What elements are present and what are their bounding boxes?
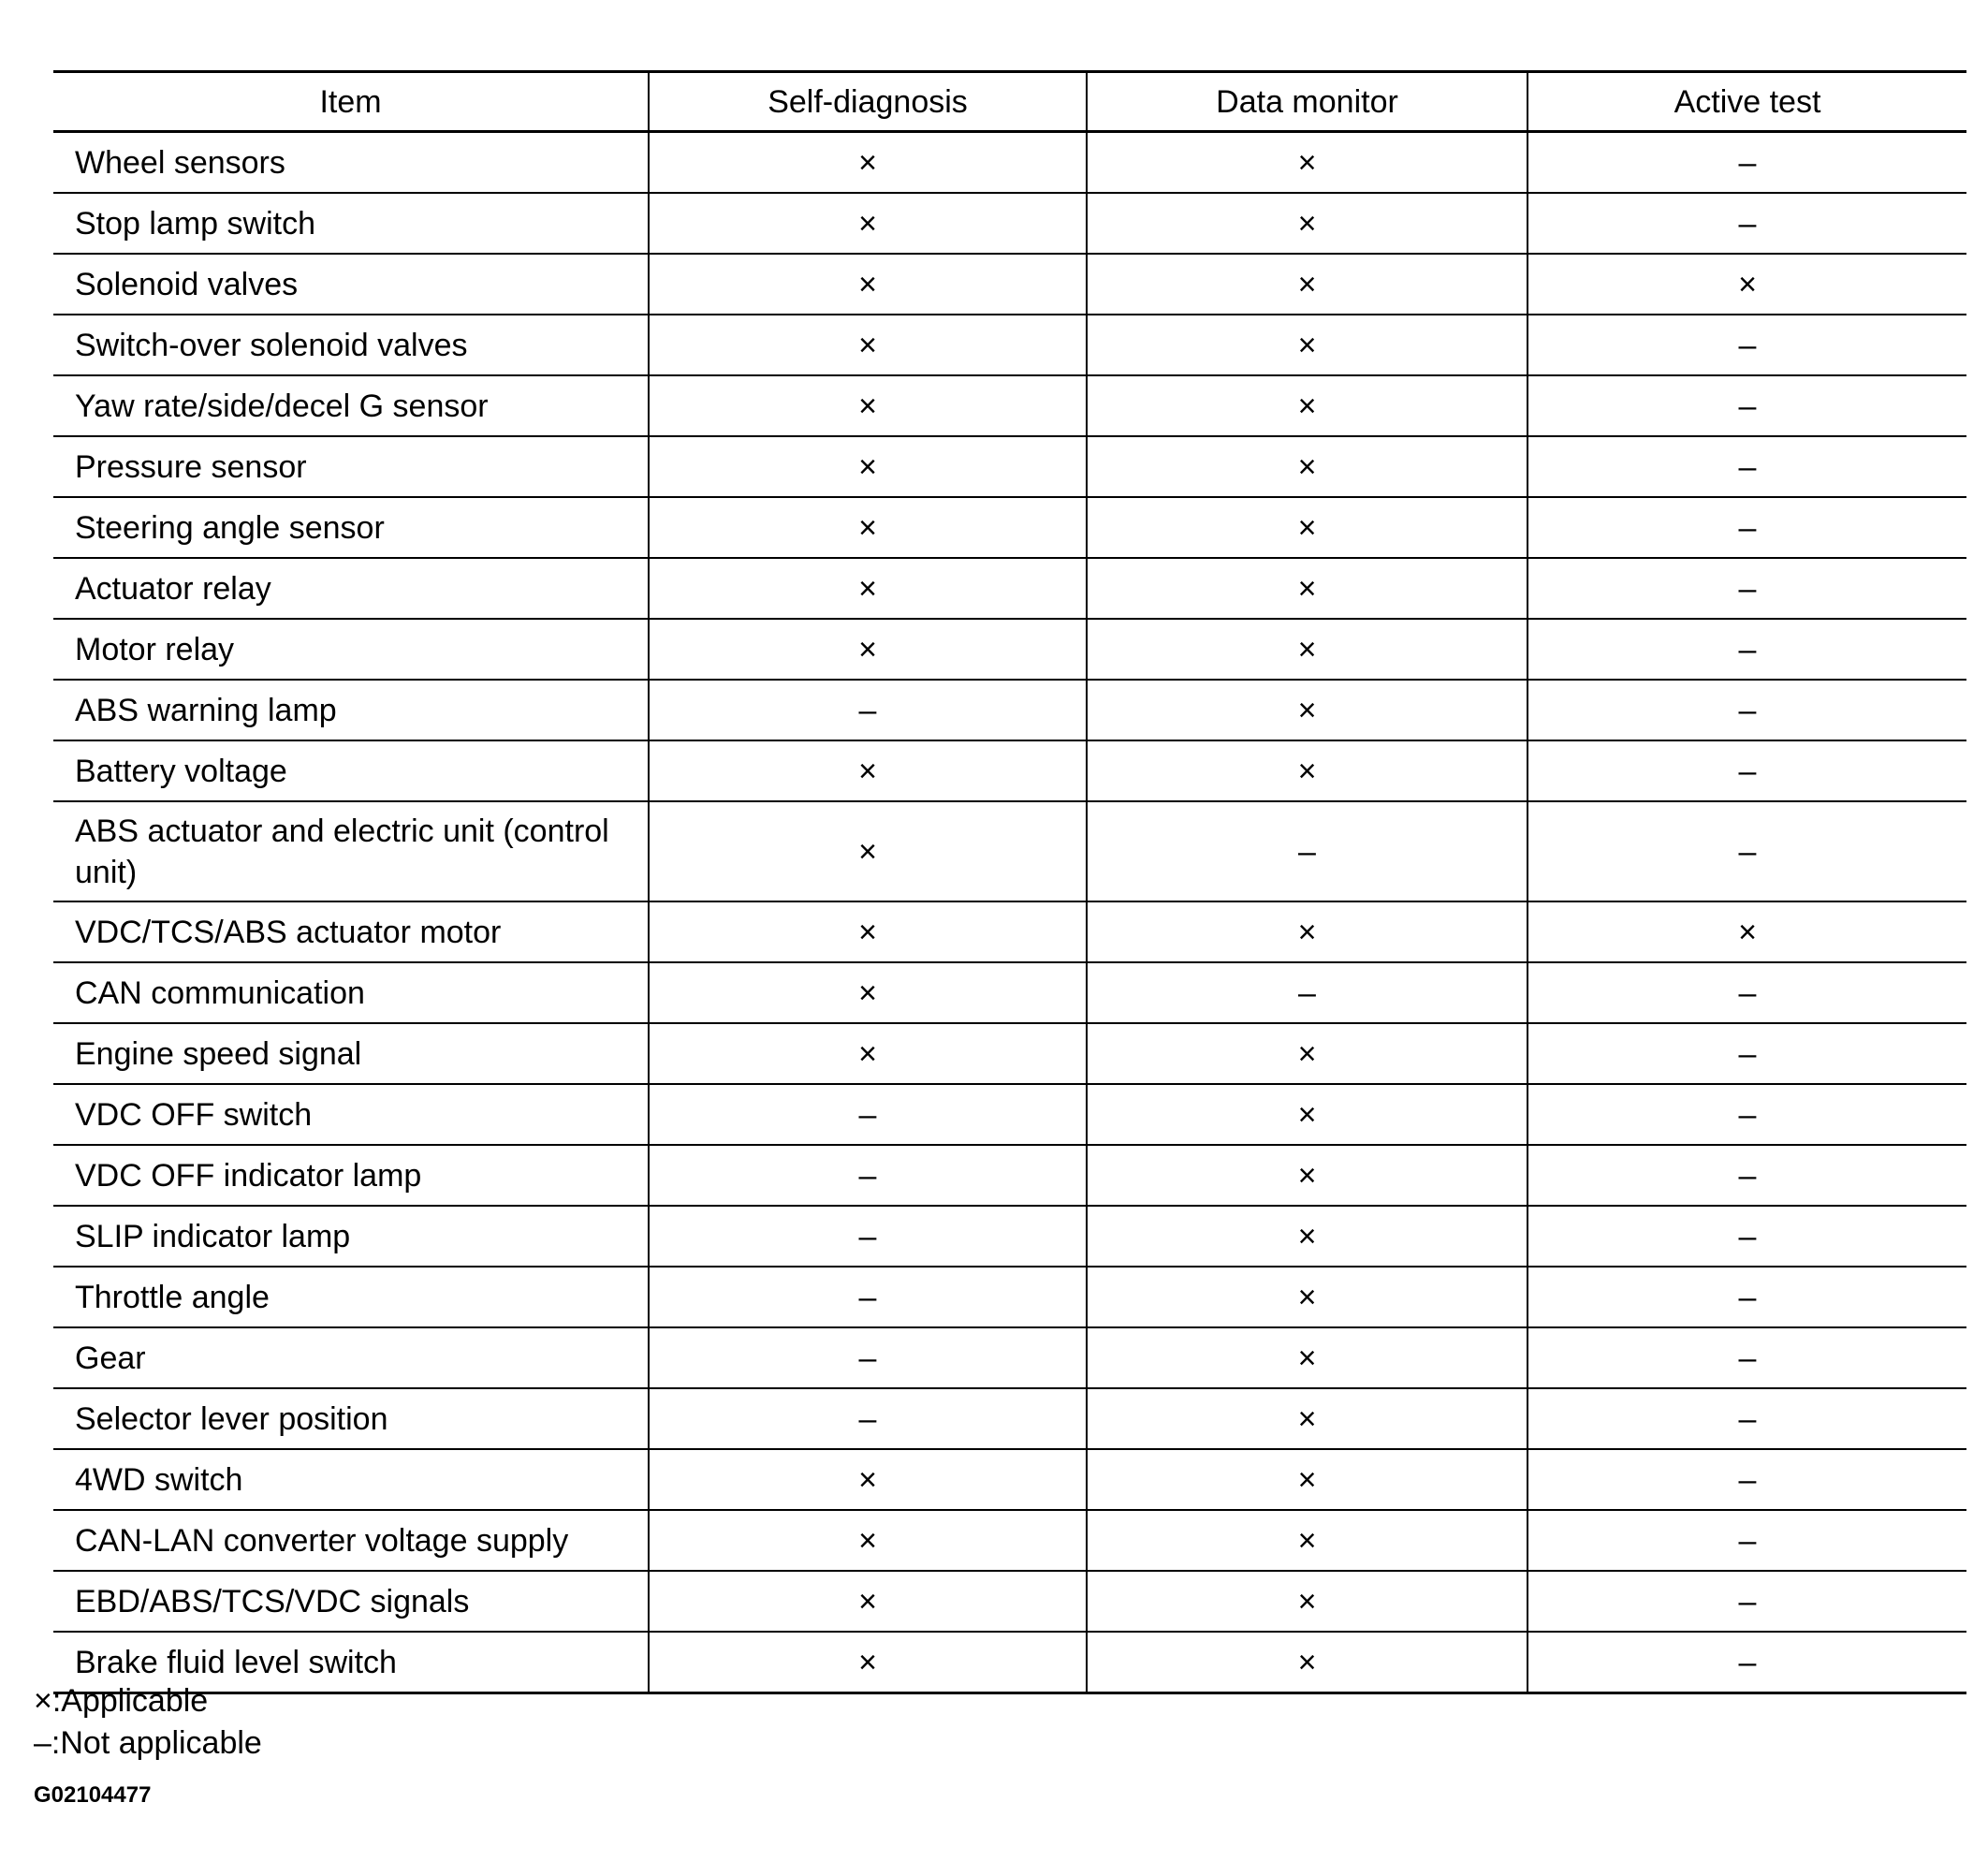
data-monitor-cell: ×: [1087, 132, 1528, 194]
table-row: [53, 1449, 1966, 1510]
diagnosis-function-table: [53, 70, 1966, 1694]
item-cell: Gear: [75, 1340, 146, 1376]
legend-not-applicable: –:Not applicable: [34, 1725, 262, 1761]
self-diagnosis-cell: ×: [649, 1632, 1087, 1693]
data-monitor-cell: ×: [1087, 315, 1528, 375]
active-test-cell: –: [1528, 315, 1966, 375]
data-monitor-cell: ×: [1087, 1145, 1528, 1206]
self-diagnosis-cell: –: [649, 1206, 1087, 1267]
active-test-cell: –: [1528, 558, 1966, 619]
self-diagnosis-cell: ×: [649, 1571, 1087, 1632]
self-diagnosis-cell: ×: [649, 1023, 1087, 1084]
item-cell: Steering angle sensor: [75, 509, 385, 546]
table-row: [53, 1206, 1966, 1267]
table-row: [53, 740, 1966, 801]
item-cell: Solenoid valves: [75, 266, 299, 302]
active-test-cell: –: [1528, 1267, 1966, 1327]
data-monitor-cell: ×: [1087, 1084, 1528, 1145]
table-row: [53, 901, 1966, 962]
item-cell: 4WD switch: [75, 1461, 243, 1498]
header-row: [53, 72, 1966, 132]
table-row: [53, 1327, 1966, 1388]
item-cell: ABS actuator and electric unit (control unit): [75, 813, 609, 890]
active-test-cell: –: [1528, 1388, 1966, 1449]
self-diagnosis-cell: ×: [649, 1510, 1087, 1571]
item-cell: CAN communication: [75, 974, 365, 1011]
item-cell: Brake fluid level switch: [75, 1644, 397, 1680]
item-cell: Stop lamp switch: [75, 205, 315, 242]
item-cell: VDC OFF indicator lamp: [75, 1157, 422, 1194]
active-test-cell: ×: [1528, 254, 1966, 315]
self-diagnosis-cell: ×: [649, 1449, 1087, 1510]
self-diagnosis-cell: –: [649, 1145, 1087, 1206]
active-test-cell: –: [1528, 1084, 1966, 1145]
data-monitor-cell: ×: [1087, 1267, 1528, 1327]
active-test-cell: –: [1528, 801, 1966, 901]
self-diagnosis-cell: –: [649, 1388, 1087, 1449]
table-row: [53, 497, 1966, 558]
table-row: [53, 315, 1966, 375]
item-cell: Throttle angle: [75, 1279, 270, 1315]
active-test-cell: –: [1528, 1327, 1966, 1388]
active-test-cell: –: [1528, 1145, 1966, 1206]
data-monitor-cell: –: [1087, 801, 1528, 901]
data-monitor-cell: ×: [1087, 680, 1528, 740]
data-monitor-cell: –: [1087, 962, 1528, 1023]
data-monitor-cell: ×: [1087, 1023, 1528, 1084]
item-cell: CAN-LAN converter voltage supply: [75, 1522, 569, 1559]
table-row: [53, 1510, 1966, 1571]
table-body: [53, 132, 1966, 1693]
item-cell: EBD/ABS/TCS/VDC signals: [75, 1583, 470, 1619]
active-test-cell: –: [1528, 497, 1966, 558]
header-item: Item: [319, 83, 382, 120]
item-cell: Engine speed signal: [75, 1035, 362, 1072]
self-diagnosis-cell: ×: [649, 901, 1087, 962]
active-test-cell: –: [1528, 132, 1966, 194]
table-row: [53, 680, 1966, 740]
self-diagnosis-cell: ×: [649, 619, 1087, 680]
header-data-monitor: Data monitor: [1087, 72, 1528, 132]
data-monitor-cell: ×: [1087, 1327, 1528, 1388]
item-cell: SLIP indicator lamp: [75, 1218, 351, 1254]
active-test-cell: –: [1528, 1206, 1966, 1267]
table-row: [53, 1388, 1966, 1449]
table-row: [53, 132, 1966, 194]
active-test-cell: –: [1528, 1023, 1966, 1084]
data-monitor-cell: ×: [1087, 1449, 1528, 1510]
table-row: [53, 1084, 1966, 1145]
data-monitor-cell: ×: [1087, 1388, 1528, 1449]
active-test-cell: –: [1528, 193, 1966, 254]
item-cell: Selector lever position: [75, 1400, 388, 1437]
active-test-cell: –: [1528, 375, 1966, 436]
self-diagnosis-cell: ×: [649, 315, 1087, 375]
active-test-cell: –: [1528, 680, 1966, 740]
self-diagnosis-cell: –: [649, 1084, 1087, 1145]
data-monitor-cell: ×: [1087, 1206, 1528, 1267]
self-diagnosis-cell: ×: [649, 375, 1087, 436]
item-cell: Battery voltage: [75, 753, 287, 789]
data-monitor-cell: ×: [1087, 619, 1528, 680]
active-test-cell: –: [1528, 1632, 1966, 1693]
self-diagnosis-cell: –: [649, 1327, 1087, 1388]
self-diagnosis-cell: ×: [649, 962, 1087, 1023]
data-monitor-cell: ×: [1087, 375, 1528, 436]
header-self-diagnosis: Self-diagnosis: [649, 72, 1087, 132]
item-cell: Wheel sensors: [75, 144, 285, 181]
active-test-cell: –: [1528, 1449, 1966, 1510]
item-cell: Actuator relay: [75, 570, 271, 607]
table-row: [53, 193, 1966, 254]
data-monitor-cell: ×: [1087, 436, 1528, 497]
data-monitor-cell: ×: [1087, 1571, 1528, 1632]
active-test-cell: –: [1528, 619, 1966, 680]
item-cell: ABS warning lamp: [75, 692, 337, 728]
active-test-cell: –: [1528, 1510, 1966, 1571]
self-diagnosis-cell: –: [649, 1267, 1087, 1327]
table-row: [53, 1571, 1966, 1632]
self-diagnosis-cell: –: [649, 680, 1087, 740]
table-row: [53, 1023, 1966, 1084]
header-active-test: Active test: [1528, 72, 1966, 132]
data-monitor-cell: ×: [1087, 193, 1528, 254]
legend-applicable: ×:Applicable: [34, 1683, 209, 1719]
self-diagnosis-cell: ×: [649, 497, 1087, 558]
self-diagnosis-cell: ×: [649, 740, 1087, 801]
active-test-cell: ×: [1528, 901, 1966, 962]
item-cell: Switch-over solenoid valves: [75, 327, 468, 363]
item-cell: Yaw rate/side/decel G sensor: [75, 388, 489, 424]
data-monitor-cell: ×: [1087, 254, 1528, 315]
self-diagnosis-cell: ×: [649, 436, 1087, 497]
self-diagnosis-cell: ×: [649, 558, 1087, 619]
table-row: [53, 1145, 1966, 1206]
self-diagnosis-cell: ×: [649, 193, 1087, 254]
table-row: [53, 1632, 1966, 1693]
item-cell: VDC OFF switch: [75, 1096, 313, 1133]
item-cell: Motor relay: [75, 631, 235, 667]
table-row: [53, 436, 1966, 497]
self-diagnosis-cell: ×: [649, 801, 1087, 901]
self-diagnosis-cell: ×: [649, 132, 1087, 194]
data-monitor-cell: ×: [1087, 740, 1528, 801]
data-monitor-cell: ×: [1087, 497, 1528, 558]
active-test-cell: –: [1528, 740, 1966, 801]
table-row: [53, 254, 1966, 315]
data-monitor-cell: ×: [1087, 558, 1528, 619]
active-test-cell: –: [1528, 436, 1966, 497]
table-row: [53, 1267, 1966, 1327]
table-row: [53, 375, 1966, 436]
active-test-cell: –: [1528, 962, 1966, 1023]
self-diagnosis-cell: ×: [649, 254, 1087, 315]
table-row: [53, 619, 1966, 680]
item-cell: Pressure sensor: [75, 448, 307, 485]
data-monitor-cell: ×: [1087, 1510, 1528, 1571]
table-row: [53, 558, 1966, 619]
table-row: [53, 801, 1966, 901]
table-row: [53, 962, 1966, 1023]
figure-code: G02104477: [34, 1782, 152, 1808]
data-monitor-cell: ×: [1087, 1632, 1528, 1693]
table-header: [53, 72, 1966, 132]
item-cell: VDC/TCS/ABS actuator motor: [75, 914, 502, 950]
data-monitor-cell: ×: [1087, 901, 1528, 962]
active-test-cell: –: [1528, 1571, 1966, 1632]
